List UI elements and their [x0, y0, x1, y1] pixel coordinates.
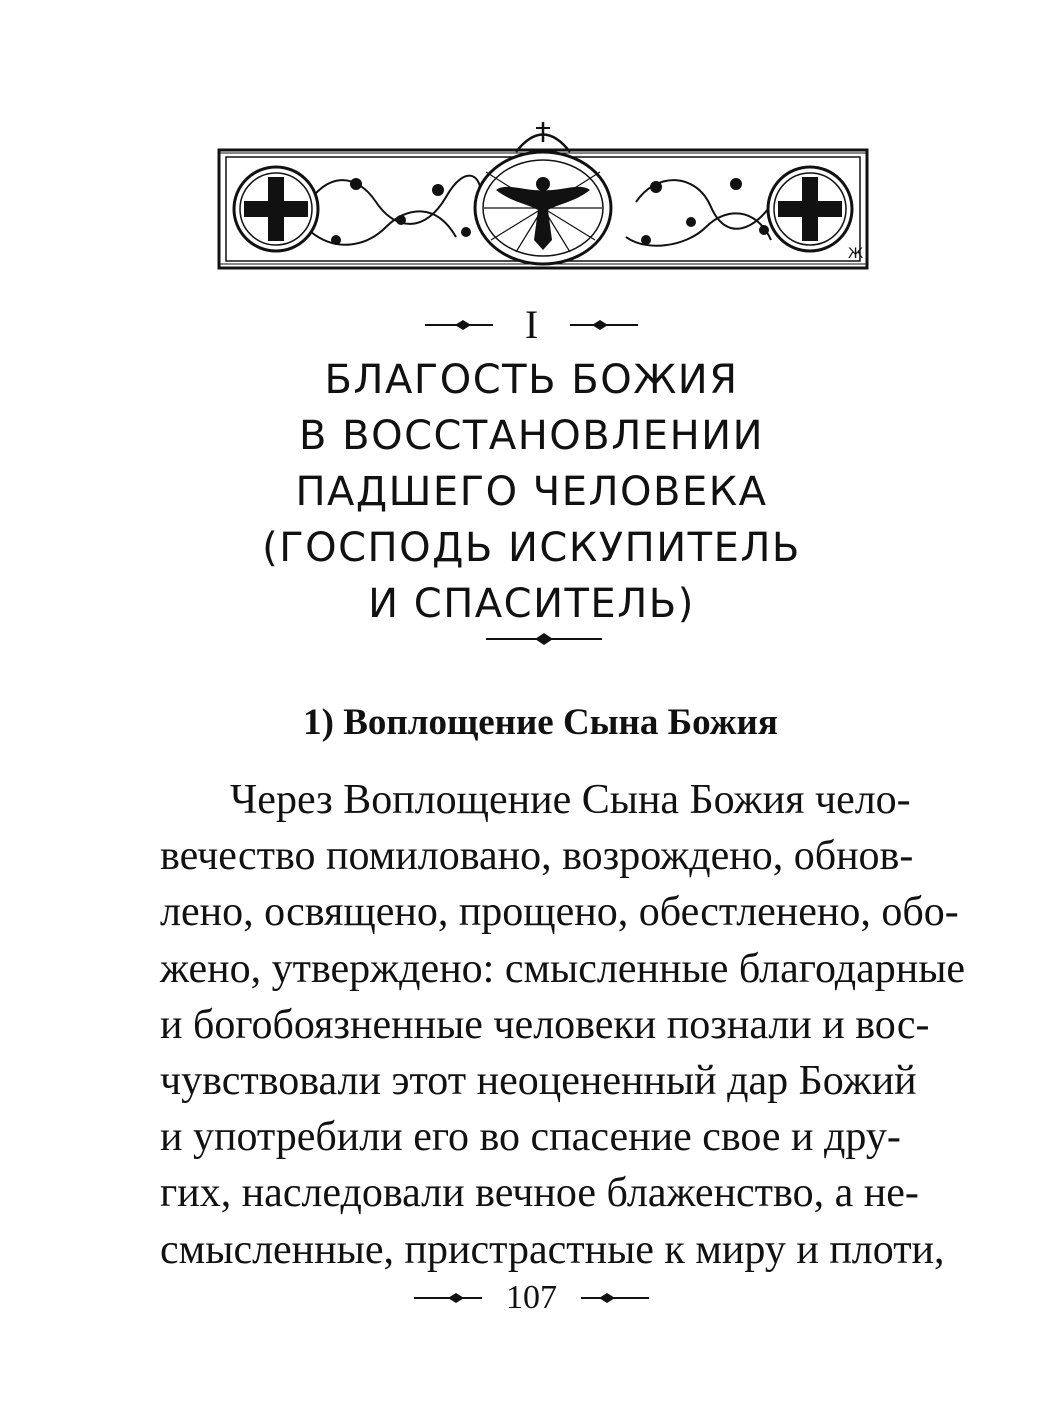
chapter-title-line: (ГОСПОДЬ ИСКУПИТЕЛЬ [262, 525, 801, 571]
paragraph-line: жено, утверждено: смысленные благодарные [160, 945, 966, 992]
chapter-title-line: И СПАСИТЕЛЬ) [368, 581, 695, 627]
ornament-corner-letter: Ж [848, 246, 864, 262]
paragraph-line: Через Воплощение Сына Божия чело- [230, 777, 911, 823]
paragraph-line: вечество помиловано, возрождено, обнов- [160, 833, 914, 880]
paragraph-line: и богобоязненные человеки познали и вос- [160, 1001, 930, 1048]
paragraph-line: лено, освящено, прощено, обестленено, обо- [160, 889, 959, 936]
paragraph-line: смысленные, пристрастные к миру и плоти, [160, 1226, 945, 1273]
flourish-left-icon [412, 1291, 484, 1305]
headpiece-ornament [216, 112, 870, 272]
flourish-left-icon [423, 318, 495, 332]
page-footer [0, 1276, 1063, 1320]
paragraph-line: чувствовали этот неоцененный дар Божий [160, 1058, 917, 1105]
chapter-number: I [524, 302, 539, 347]
body-paragraph [160, 772, 966, 1278]
paragraph-line: и употребили его во спасение свое и дру- [160, 1114, 901, 1161]
page-number: 107 [506, 1279, 557, 1316]
chapter-title [160, 352, 903, 632]
section-heading: 1) Воплощение Сына Божия [303, 702, 778, 743]
chapter-title-line: В ВОССТАНОВЛЕНИИ [298, 413, 764, 459]
section-divider-icon [484, 632, 604, 646]
chapter-marker [0, 300, 1063, 350]
chapter-title-line: БЛАГОСТЬ БОЖИЯ [324, 357, 739, 403]
flourish-right-icon [568, 318, 640, 332]
paragraph-line: гих, наследовали вечное блаженство, а не- [160, 1170, 919, 1217]
chapter-title-line: ПАДШЕГО ЧЕЛОВЕКА [295, 469, 768, 515]
flourish-right-icon [579, 1291, 651, 1305]
